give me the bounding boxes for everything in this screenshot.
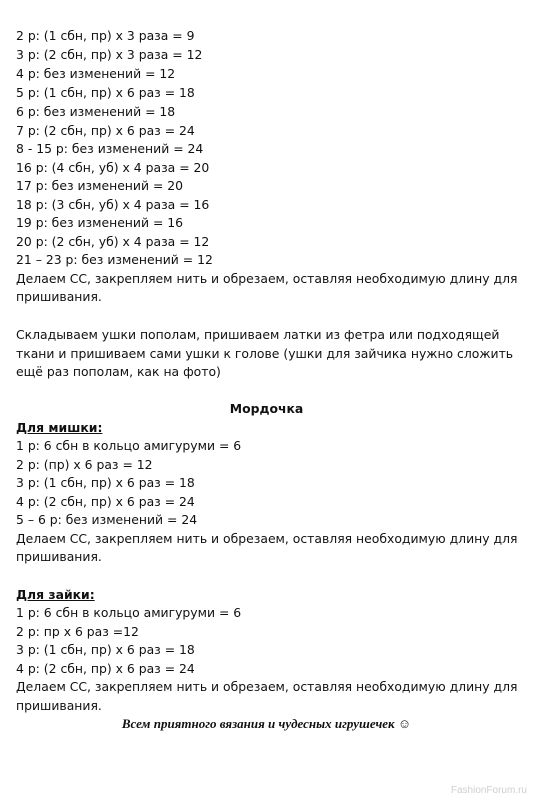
pattern-row: 1 р: 6 сбн в кольцо амигуруми = 6: [16, 605, 242, 620]
pattern-row: 20 р: (2 сбн, уб) х 4 раза = 12: [16, 234, 210, 249]
pattern-row: 1 р: 6 сбн в кольцо амигуруми = 6: [16, 438, 242, 453]
subsection-heading: Для мишки:: [16, 420, 103, 435]
pattern-row: 16 р: (4 сбн, уб) х 4 раза = 20: [16, 160, 210, 175]
pattern-row: 5 р: (1 сбн, пр) х 6 раз = 18: [16, 85, 195, 100]
instruction-line: пришивания.: [16, 549, 102, 564]
closing-wish: Всем приятного вязания и чудесных игрушечек ☺: [121, 716, 412, 731]
instruction-line: Делаем СС, закрепляем нить и обрезаем, оставляя необходимую длину для: [16, 531, 518, 546]
instruction-line: Делаем СС, закрепляем нить и обрезаем, оставляя необходимую длину для: [16, 271, 518, 286]
pattern-row: 19 р: без изменений = 16: [16, 215, 184, 230]
instruction-line: Делаем СС, закрепляем нить и обрезаем, оставляя необходимую длину для: [16, 679, 518, 694]
pattern-row: 2 р: (1 сбн, пр) х 3 раза = 9: [16, 28, 195, 43]
pattern-row: 18 р: (3 сбн, уб) х 4 раза = 16: [16, 197, 210, 212]
instruction-line: ткани и пришиваем сами ушки к голове (ушки для зайчика нужно сложить: [16, 346, 514, 361]
pattern-row: 4 р: (2 сбн, пр) х 6 раз = 24: [16, 661, 195, 676]
pattern-row: 2 р: пр х 6 раз =12: [16, 624, 139, 639]
pattern-row: 3 р: (2 сбн, пр) х 3 раза = 12: [16, 47, 203, 62]
instruction-line: пришивания.: [16, 289, 102, 304]
section-title: Мордочка: [229, 401, 304, 416]
pattern-row: 4 р: (2 сбн, пр) х 6 раз = 24: [16, 494, 195, 509]
pattern-row: 21 – 23 р: без изменений = 12: [16, 252, 213, 267]
pattern-row: 6 р: без изменений = 18: [16, 104, 176, 119]
pattern-row: 7 р: (2 сбн, пр) х 6 раз = 24: [16, 123, 195, 138]
instruction-line: пришивания.: [16, 698, 102, 713]
subsection-heading: Для зайки:: [16, 587, 95, 602]
pattern-row: 4 р: без изменений = 12: [16, 66, 176, 81]
instruction-line: Складываем ушки пополам, пришиваем латки из фетра или подходящей: [16, 327, 500, 342]
pattern-row: 8 - 15 р: без изменений = 24: [16, 141, 204, 156]
pattern-row: 5 – 6 р: без изменений = 24: [16, 512, 198, 527]
pattern-row: 3 р: (1 сбн, пр) х 6 раз = 18: [16, 642, 195, 657]
watermark: FashionForum.ru: [450, 785, 527, 796]
pattern-row: 2 р: (пр) х 6 раз = 12: [16, 457, 153, 472]
pattern-row: 17 р: без изменений = 20: [16, 178, 184, 193]
instruction-line: ещё раз пополам, как на фото): [16, 364, 221, 379]
pattern-row: 3 р: (1 сбн, пр) х 6 раз = 18: [16, 475, 195, 490]
